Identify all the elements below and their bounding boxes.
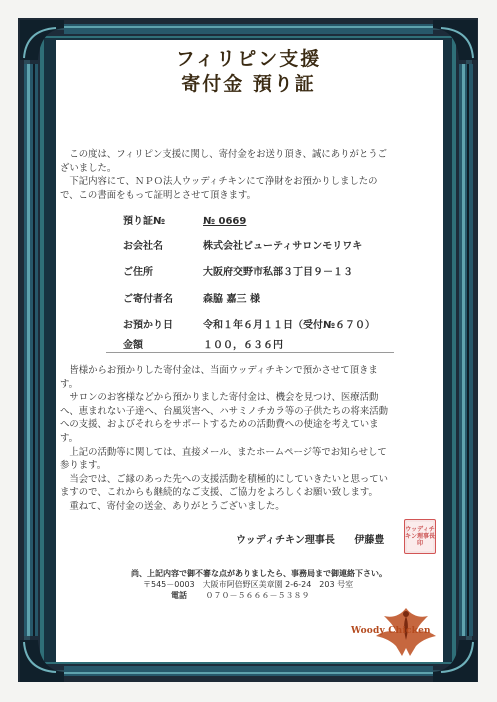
body-paragraph: 上記の活動等に関しては、直接メール、またホームページ等でお知らせして参ります。 (60, 446, 387, 472)
logo-text: Woody Chicken (351, 626, 431, 636)
certificate-subtitle: 寄付金 預り証 (181, 73, 316, 95)
intro-paragraph: 下記内容にて、ＮＰＯ法人ウッディチキンにて浄財をお預かりしましたので、この書面をもって証明とさせて頂きます。 (60, 176, 378, 201)
phone-number: ０７０－５６６６－５３８９ (205, 591, 310, 600)
footer-contact (131, 568, 399, 601)
signature (236, 531, 384, 546)
field-value: № 0669 (203, 216, 247, 227)
body-paragraph: 重ねて、寄付金の送金、ありがとうございました。 (69, 500, 285, 512)
section-divider (106, 352, 394, 353)
footer-address: 〒545－0003 大阪市阿倍野区美章園 2-6-24 203 号室 (143, 580, 354, 589)
red-seal-stamp (404, 519, 436, 554)
body-text (60, 364, 395, 514)
field-label: 預り証№ (123, 216, 166, 227)
field-value: 株式会社ビューティサロンモリワキ (203, 241, 363, 252)
signature-name: 伊藤豊 (354, 535, 385, 546)
field-value: 森脇 嘉三 様 (203, 294, 260, 305)
body-paragraph: 皆様からお預かりした寄付金は、当面ウッディチキンで預かさせて頂きます。 (60, 365, 378, 390)
amount-field (123, 336, 283, 351)
field-label: ご寄付者名 (123, 294, 173, 305)
seal-text: ウッディチキン理事長印 (405, 526, 435, 547)
donor-name-field (123, 290, 260, 305)
field-value: 大阪府交野市私部３丁目９－１３ (203, 267, 353, 278)
signature-title: ウッディチキン理事長 (236, 535, 335, 546)
company-name-field (123, 237, 362, 252)
intro-text (60, 148, 395, 202)
field-label: 金額 (123, 340, 143, 351)
field-label: お会社名 (123, 241, 163, 252)
field-value: 令和１年６月１１日（受付№６７０） (203, 320, 376, 331)
field-label: お預かり日 (123, 320, 173, 331)
certificate-title: フィリピン支援 (175, 48, 322, 70)
body-paragraph: 当会では、ご縁のあった先への支援活動を積極的にしていきたいと思っていますので、これからも継続的なご支援、ご協力をよろしくお願い致します。 (60, 473, 389, 499)
field-value: １００，６３６円 (203, 340, 283, 351)
footer-phone-row (171, 590, 399, 601)
phone-label: 電話 (171, 591, 187, 600)
body-paragraph: サロンのお客様などから預かりました寄付金は、機会を見つけ、医療活動へ、恵まれない子達へ、台風災害へ、ハサミノチカラ等の子供たちの将来活動への支援、およびそれらをサポートするための活動費への使途を考えています。 (60, 392, 388, 444)
address-field (123, 263, 353, 278)
field-label: ご住所 (123, 267, 153, 278)
intro-paragraph: この度は、フィリピン支援に関し、寄付金をお送り頂き、誠にありがとうございました。 (60, 149, 388, 174)
received-date-field (123, 316, 375, 331)
footer-notice: 尚、上記内容で御不審な点がありましたら、事務局まで御連絡下さい。 (131, 569, 387, 578)
receipt-number-field (123, 212, 246, 227)
